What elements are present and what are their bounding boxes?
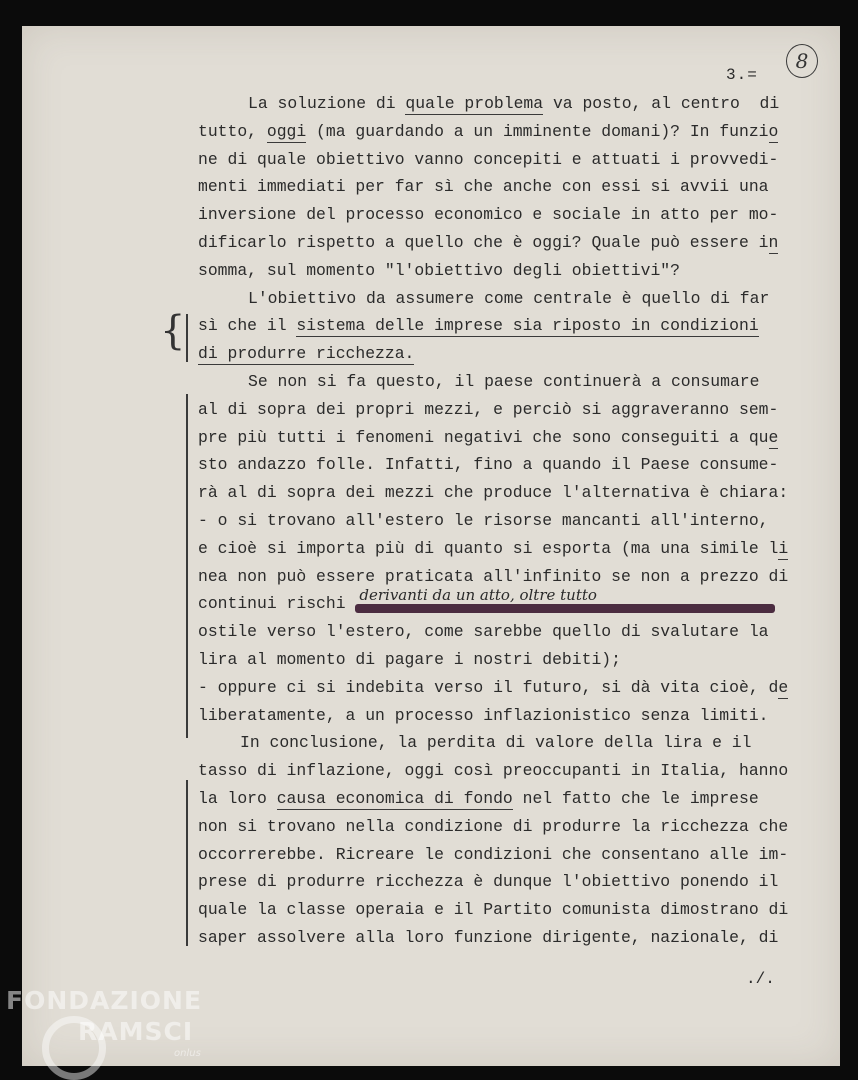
text-line: quale la classe operaia e il Partito comunista dimostrano di	[198, 900, 789, 920]
continuation-mark: ./.	[746, 970, 775, 988]
text-line: tasso di inflazione, oggi così preoccupanti in Italia, hanno	[198, 761, 789, 781]
text-line: la loro causa economica di fondo nel fatto che le imprese	[198, 788, 759, 808]
text-line: prese di produrre ricchezza è dunque l'obiettivo ponendo il	[198, 872, 779, 892]
text-line: ostile verso l'estero, come sarebbe quello di svalutare la	[198, 622, 769, 642]
text-line: somma, sul momento "l'obiettivo degli obiettivi"?	[198, 260, 680, 280]
text-line: In conclusione, la perdita di valore della lira e il	[240, 733, 752, 753]
text-line: liberatamente, a un processo inflazionistico senza limiti.	[198, 705, 769, 725]
folio-circle-number	[786, 44, 818, 78]
text-line: e cioè si importa più di quanto si esporta (ma una simile li	[198, 538, 789, 558]
text-line: - o si trovano all'estero le risorse mancanti all'interno,	[198, 510, 769, 530]
text-line: - oppure ci si indebita verso il futuro, si dà vita cioè, de	[198, 677, 789, 697]
margin-line-p3	[186, 394, 188, 738]
margin-line-p2	[186, 314, 188, 362]
margin-line-p4	[186, 780, 188, 946]
text-line: di produrre ricchezza.	[198, 344, 415, 364]
text-line: sto andazzo folle. Infatti, fino a quando il Paese consume-	[198, 455, 779, 475]
text-line: al di sopra dei propri mezzi, e perciò si aggraveranno sem-	[198, 399, 779, 419]
text-line: dificarlo rispetto a quello che è oggi? Quale può essere in	[198, 232, 779, 252]
text-line: rà al di sopra dei mezzi che produce l'alternativa è chiara:	[198, 483, 789, 503]
folio-number: 8	[795, 49, 809, 73]
text-line: tutto, oggi (ma guardando a un imminente domani)? In funzio	[198, 121, 779, 141]
text-line: menti immediati per far sì che anche con essi si avvii una	[198, 177, 769, 197]
text-line: occorrerebbe. Ricreare le condizioni che consentano alle im-	[198, 844, 789, 864]
text-line: saper assolvere alla loro funzione dirigente, nazionale, di	[198, 927, 779, 947]
typed-text-body	[198, 90, 798, 952]
text-line: inversione del processo economico e sociale in atto per mo-	[198, 205, 779, 225]
text-line: continui rischi derivanti da un atto, oltre tutto	[198, 590, 798, 618]
margin-brace-icon: {	[160, 308, 186, 354]
archive-watermark-logo: FONDAZIONE RAMSCI onlus	[6, 984, 216, 1080]
handwritten-insertion: derivanti da un atto, oltre tutto	[359, 586, 597, 605]
text-line: ne di quale obiettivo vanno concepiti e attuati i provvedi-	[198, 149, 779, 169]
text-line: Se non si fa questo, il paese continuerà a consumare	[248, 371, 760, 391]
text-line: nea non può essere praticata all'infinito se non a prezzo di	[198, 566, 789, 586]
text-line: lira al momento di pagare i nostri debiti);	[198, 649, 621, 669]
text-line: La soluzione di quale problema va posto, al centro di	[248, 94, 780, 113]
text-line: pre più tutti i fenomeni negativi che sono conseguiti a que	[198, 427, 779, 447]
page-number: 3.=	[726, 66, 758, 84]
text-line: non si trovano nella condizione di produrre la ricchezza che	[198, 816, 789, 836]
text-line: sì che il sistema delle imprese sia riposto in condizioni	[198, 316, 759, 336]
text-line: L'obiettivo da assumere come centrale è quello di far	[248, 288, 770, 308]
